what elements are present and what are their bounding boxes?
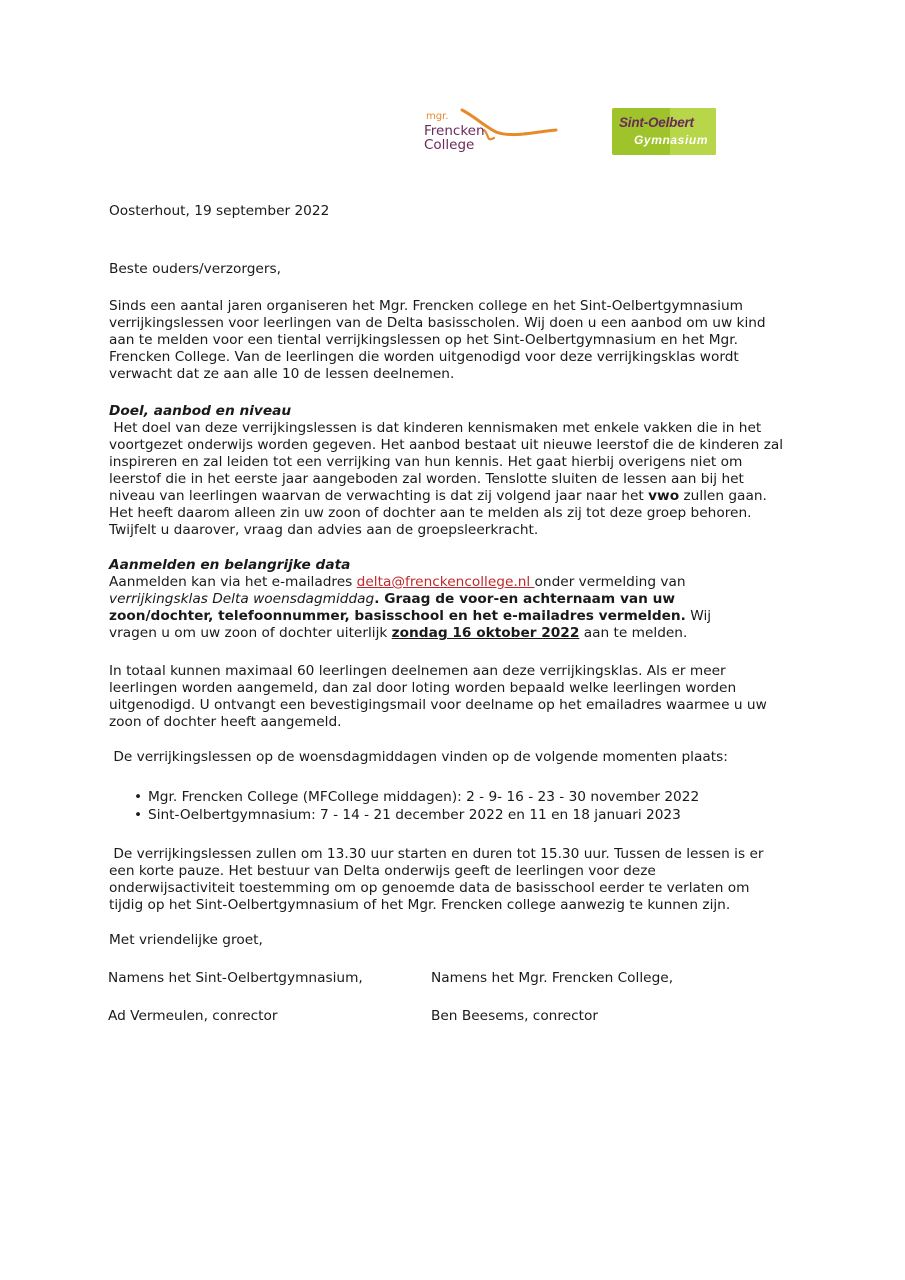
schedule-item: • Sint-Oelbertgymnasium: 7 - 14 - 21 december 2022 en 11 en 18 januari 2023 [134,807,681,823]
bullet-icon: • [134,789,143,805]
capacity-line: uitgenodigd. U ontvangt een bevestigingsmail voor deelname op het emailadres waarmee u uw [109,697,767,713]
section-line: voortgezet onderwijs worden gegeven. Het aanbod bestaat uit nieuwe leerstof die de kinderen zal [109,437,784,453]
section-doel [109,403,799,539]
intro-line: Frencken College. Van de leerlingen die worden uitgenodigd voor deze verrijkingsklas wordt [109,349,739,365]
oelbert-logo-name: Sint-Oelbert [619,115,694,130]
intro-paragraph [109,298,799,383]
intro-line: verwacht dat ze aan alle 10 de lessen deelnemen. [109,366,455,382]
bullet-icon: • [134,807,143,823]
schedule-intro: De verrijkingslessen op de woensdagmiddagen vinden op de volgende momenten plaats: [109,749,728,765]
frencken-logo-name: Frencken College [424,123,485,153]
sign-right-org: Namens het Mgr. Frencken College, [431,970,674,986]
section-line: zoon/dochter, telefoonnummer, basisschool en het e-mailadres vermelden. Wij [109,608,712,624]
section-heading: Doel, aanbod en niveau [109,403,292,419]
section-line: Het doel van deze verrijkingslessen is dat kinderen kennismaken met enkele vakken die in het [109,420,762,436]
section-line: Aanmelden kan via het e-mailadres delta@frenckencollege.nl onder vermelding van [109,574,686,590]
schedule-list [134,788,784,824]
intro-line: verrijkingslessen voor leerlingen van de Delta basisscholen. Wij doen u een aanbod om uw kind [109,315,766,331]
email-link[interactable]: delta@frenckencollege.nl [356,574,535,590]
times-paragraph [109,846,799,914]
section-line: inspireren en zal leiden tot een verrijking van hun kennis. Het gaat hierbij overigens niet om [109,454,743,470]
section-line: vragen u om uw zoon of dochter uiterlijk zondag 16 oktober 2022 aan te melden. [109,625,688,641]
schedule-item: • Mgr. Frencken College (MFCollege middagen): 2 - 9- 16 - 23 - 30 november 2022 [134,789,700,805]
place-date: Oosterhout, 19 september 2022 [109,203,330,219]
section-line: Het heeft daarom alleen zin uw zoon of dochter aan te melden als zij tot deze groep behoren. [109,505,752,521]
times-line: tijdig op het Sint-Oelbertgymnasium of het Mgr. Frencken college aanwezig te kunnen zijn. [109,897,731,913]
oelbert-logo-sub: Gymnasium [634,133,709,147]
deadline-date: zondag 16 oktober 2022 [391,625,580,641]
section-line: verrijkingsklas Delta woensdagmiddag. Graag de voor-en achternaam van uw [109,591,675,607]
intro-line: aan te melden voor een tiental verrijkingslessen op het Sint-Oelbertgymnasium en het Mgr. [109,332,738,348]
section-heading: Aanmelden en belangrijke data [109,557,351,573]
sint-oelbert-gymnasium-logo [612,108,716,155]
sign-left-name: Ad Vermeulen, conrector [108,1008,278,1024]
section-line: leerstof die in het eerste jaar aangeboden zal worden. Tenslotte sluiten de lessen aan bij het [109,471,744,487]
vwo-bold: vwo [648,488,680,504]
capacity-line: leerlingen worden aangemeld, dan zal door loting worden bepaald welke leerlingen worden [109,680,737,696]
capacity-line: In totaal kunnen maximaal 60 leerlingen deelnemen aan deze verrijkingsklas. Als er meer [109,663,726,679]
times-line: een korte pauze. Het bestuur van Delta onderwijs geeft de leerlingen voor deze [109,863,656,879]
intro-line: Sinds een aantal jaren organiseren het Mgr. Frencken college en het Sint-Oelbertgymnasium [109,298,743,314]
section-aanmelden [109,557,799,642]
capacity-line: zoon of dochter heeft aangemeld. [109,714,342,730]
times-line: De verrijkingslessen zullen om 13.30 uur starten en duren tot 15.30 uur. Tussen de lessen is er [109,846,764,862]
closing: Met vriendelijke groet, [109,932,263,948]
capacity-paragraph [109,663,799,731]
times-line: onderwijsactiviteit toestemming om op genoemde data de basisschool eerder te verlaten om [109,880,750,896]
section-line: Twijfelt u daarover, vraag dan advies aan de groepsleerkracht. [109,522,539,538]
frencken-logo-mgr: mgr. [426,111,449,122]
salutation: Beste ouders/verzorgers, [109,261,281,277]
sign-left-org: Namens het Sint-Oelbertgymnasium, [108,970,363,986]
sign-right-name: Ben Beesems, conrector [431,1008,599,1024]
frencken-college-logo [424,108,560,158]
section-line: niveau van leerlingen waarvan de verwachting is dat zij volgend jaar naar het vwo zullen gaan. [109,488,767,504]
